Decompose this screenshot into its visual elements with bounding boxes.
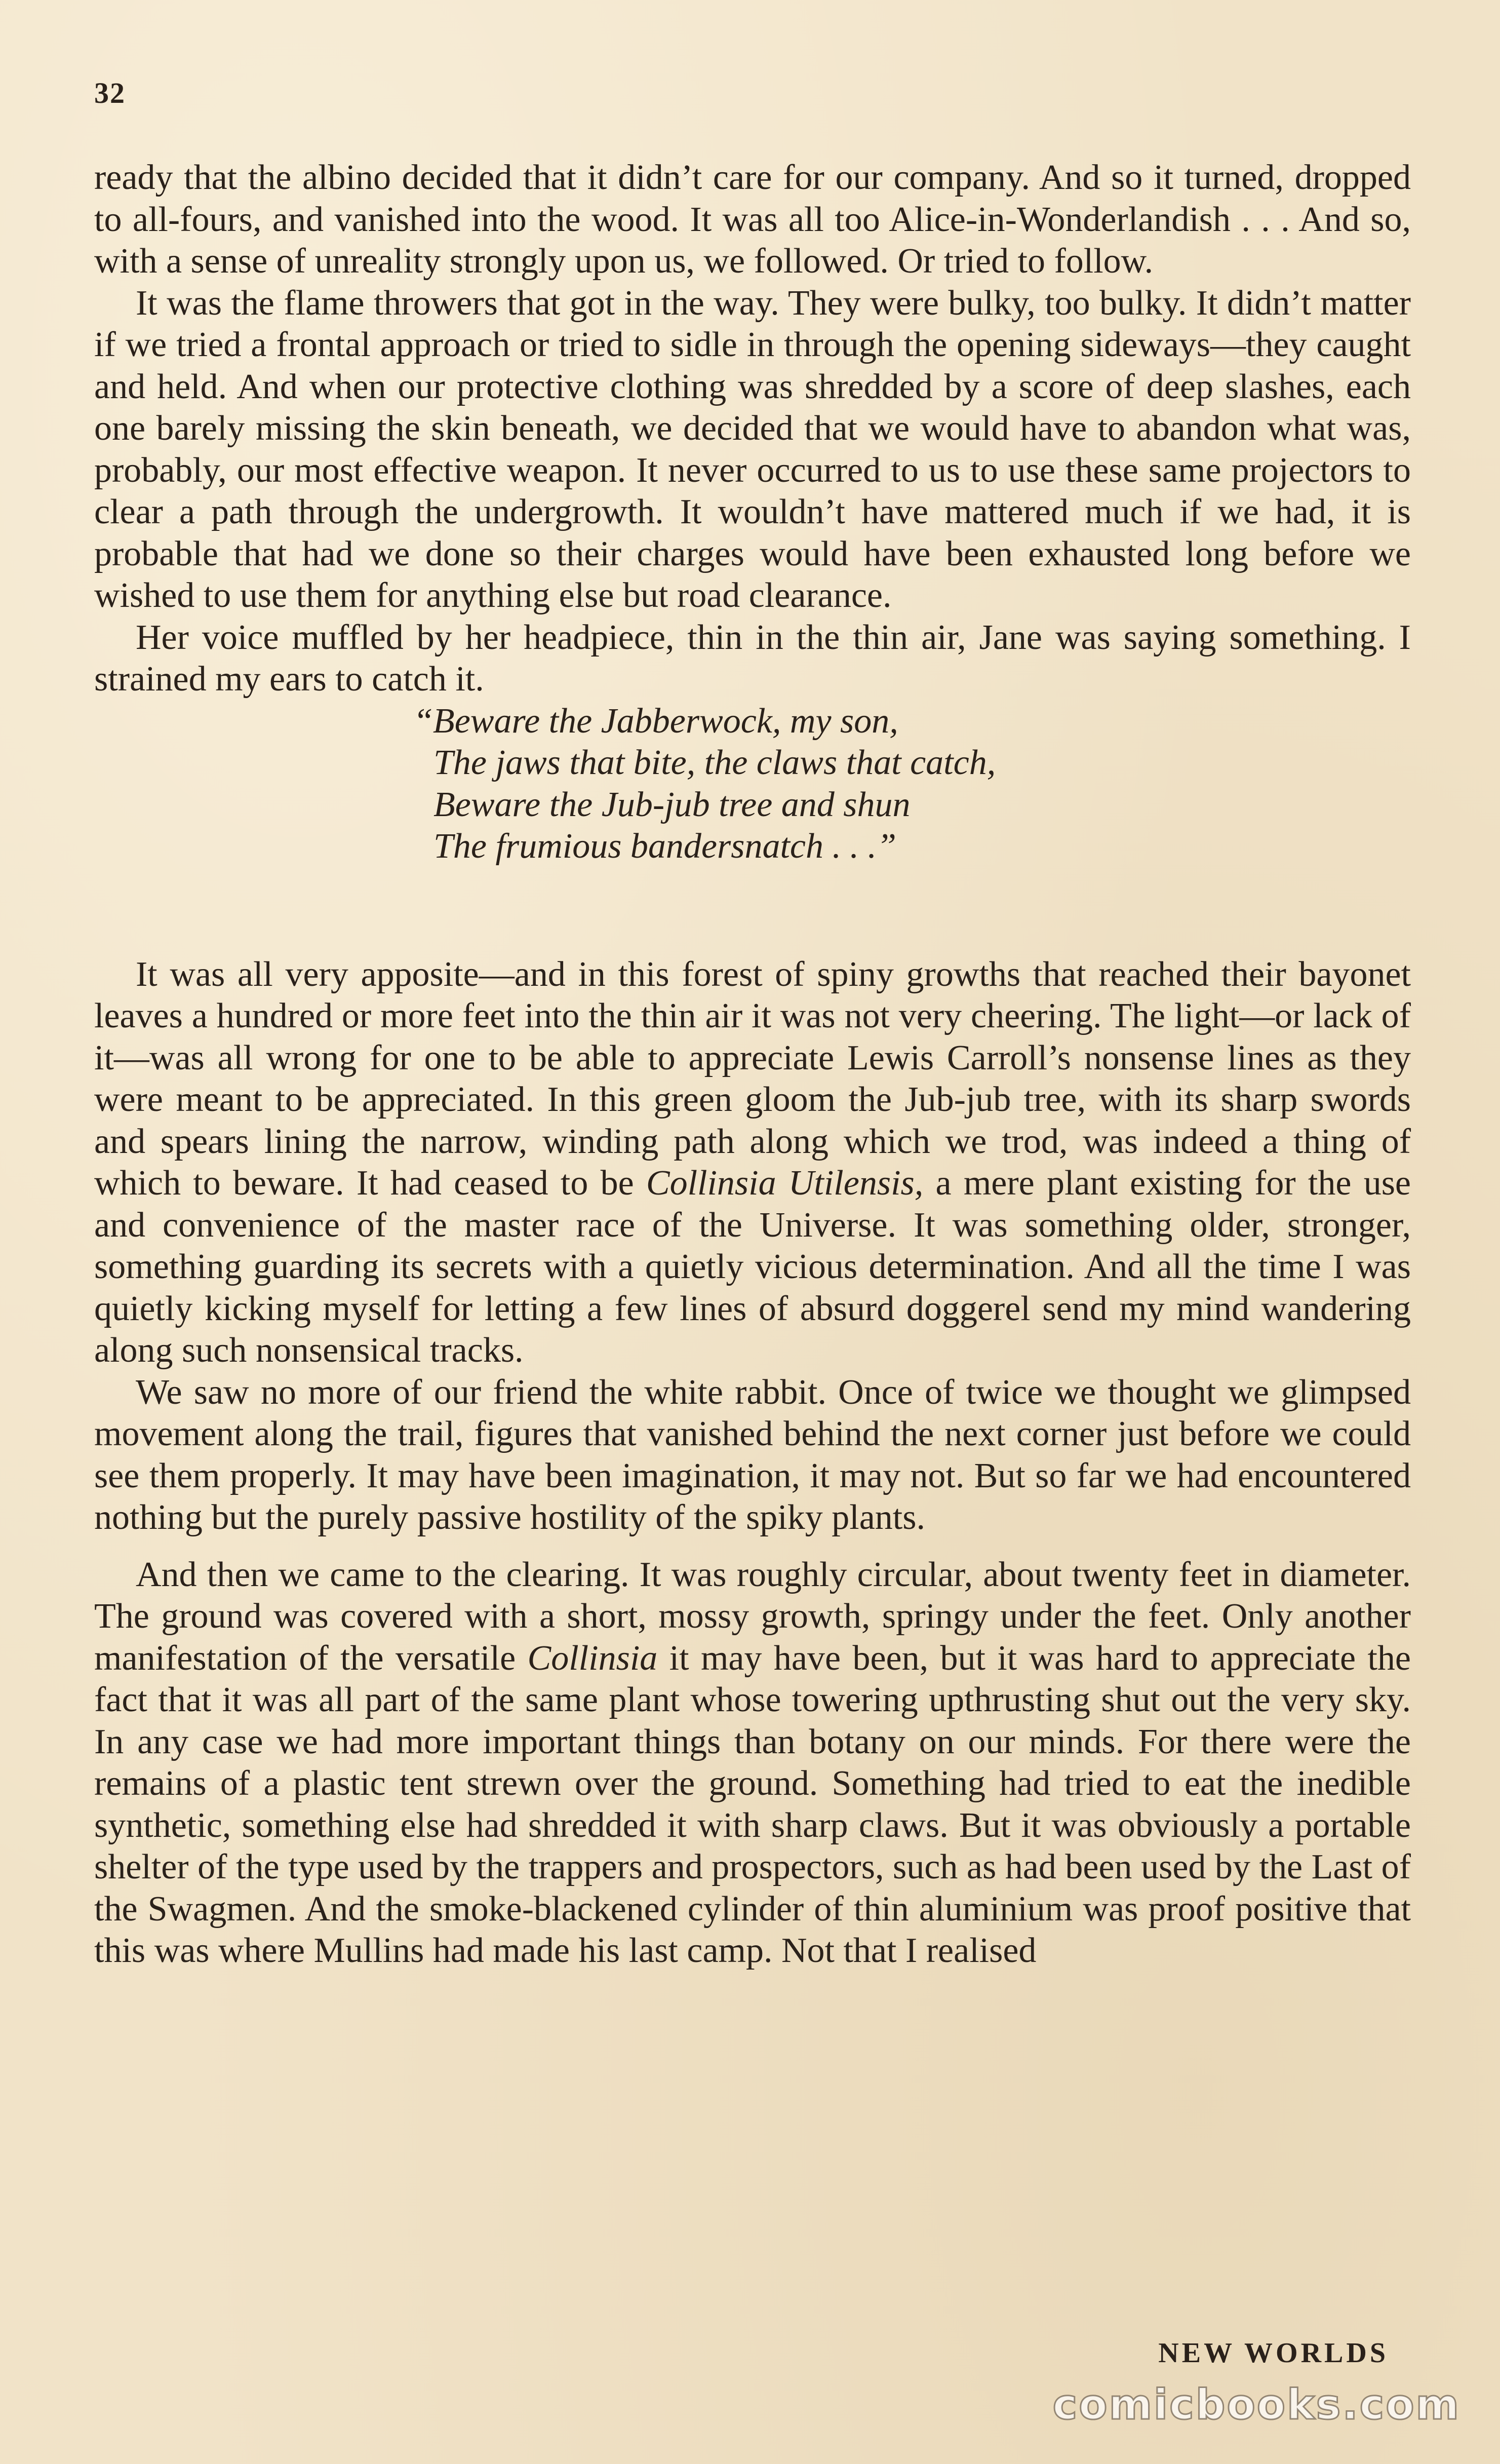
paragraph-6-text-a: And then we came to the clearing. It was roughly circular, about twenty feet in diameter. The ground was covered with a short, mossy growth, springy under the feet. Only another manifestation of the versatile <box>94 1555 1411 1678</box>
paragraph-4-text-b: a mere plant existing for the use and convenience of the master race of the Universe. It was something older, stronger, something guarding its secrets with a quietly vicious determination. And all the time I was quietly kicking myself for letting a few lines of absurd doggerel send my mind wandering along such nonsensical tracks. <box>94 1164 1411 1370</box>
paragraph-4 <box>94 954 1411 1372</box>
species-name-collinsia: Collinsia <box>527 1638 658 1678</box>
jabberwock-poem <box>94 701 1411 868</box>
paragraph-6-text-b: it may have been, but it was hard to appreciate the fact that it was all part of the same plant whose towering upthrusting shut out the very sky. In any case we had more important things than botany on our minds. For there were the remains of a plastic tent strewn over the ground. Something had tried to eat the inedible synthetic, something else had shredded it with sharp claws. But it was obviously a portable shelter of the type used by the trappers and prospectors, such as had been used by the Last of the Swagmen. And the smoke-blackened cylinder of thin aluminium was proof positive that this was where Mullins had made his last camp. Not that I realised <box>94 1638 1411 1970</box>
magazine-footer-title: NEW WORLDS <box>1158 2337 1389 2369</box>
paragraph-3: Her voice muffled by her headpiece, thin in the thin air, Jane was saying something. I strained my ears to catch it. <box>94 618 1411 699</box>
page-number: 32 <box>94 76 126 109</box>
paragraph-4-text-a: It was all very apposite—and in this forest of spiny growths that reached their bayonet leaves a hundred or more feet into the thin air it was not very cheering. The light—or lack of it—was all wrong for one to be able to appreciate Lewis Carroll’s nonsense lines as they were meant to be appreciated. In this green gloom the Jub-jub tree, with its sharp swords and spears lining the narrow, winding path along which we trod, was indeed a thing of which to beware. It had ceased to be <box>94 954 1411 1203</box>
poem-spacer <box>94 868 1411 954</box>
paragraph-2: It was the flame throwers that got in the way. They were bulky, too bulky. It didn’t matter if we tried a frontal approach or tried to sidle in through the opening sideways—they caught and held. And when our protective clothing was shredded by a score of deep slashes, each one barely missing the skin beneath, we decided that we would have to abandon what was, probably, our most effective weapon. It never occurred to us to use these same projectors to clear a path through the undergrowth. It wouldn’t have mattered much if we had, it is probable that had we done so their charges would have been exhausted long before we wished to use them for anything else but road clearance. <box>94 283 1411 615</box>
poem-line-3: Beware the Jub-jub tree and shun <box>433 785 911 824</box>
paragraph-1: ready that the albino decided that it didn’t care for our company. And so it turned, dropped to all-fours, and vanished into the wood. It was all too Alice-in-Wonderlandish . . . And so, with a sense of unreality strongly upon us, we followed. Or tried to follow. <box>94 158 1411 281</box>
species-name-collinsia-utilensis: Collinsia Utilensis, <box>646 1164 924 1203</box>
poem-line-4: The frumious bandersnatch . . .” <box>433 827 896 866</box>
paragraph-6 <box>94 1554 1411 1972</box>
poem-line-1: “Beware the Jabberwock, my son, <box>413 701 898 741</box>
paragraph-5: We saw no more of our friend the white rabbit. Once of twice we thought we glimpsed movement along the trail, figures that vanished behind the next corner just before we could see them properly. It may have been imagination, it may not. But so far we had encountered nothing but the purely passive hostility of the spiky plants. <box>94 1372 1411 1537</box>
article-body <box>94 157 1411 1972</box>
poem-line-2: The jaws that bite, the claws that catch, <box>433 743 996 782</box>
site-watermark: comicbooks.com <box>1052 2381 1460 2429</box>
